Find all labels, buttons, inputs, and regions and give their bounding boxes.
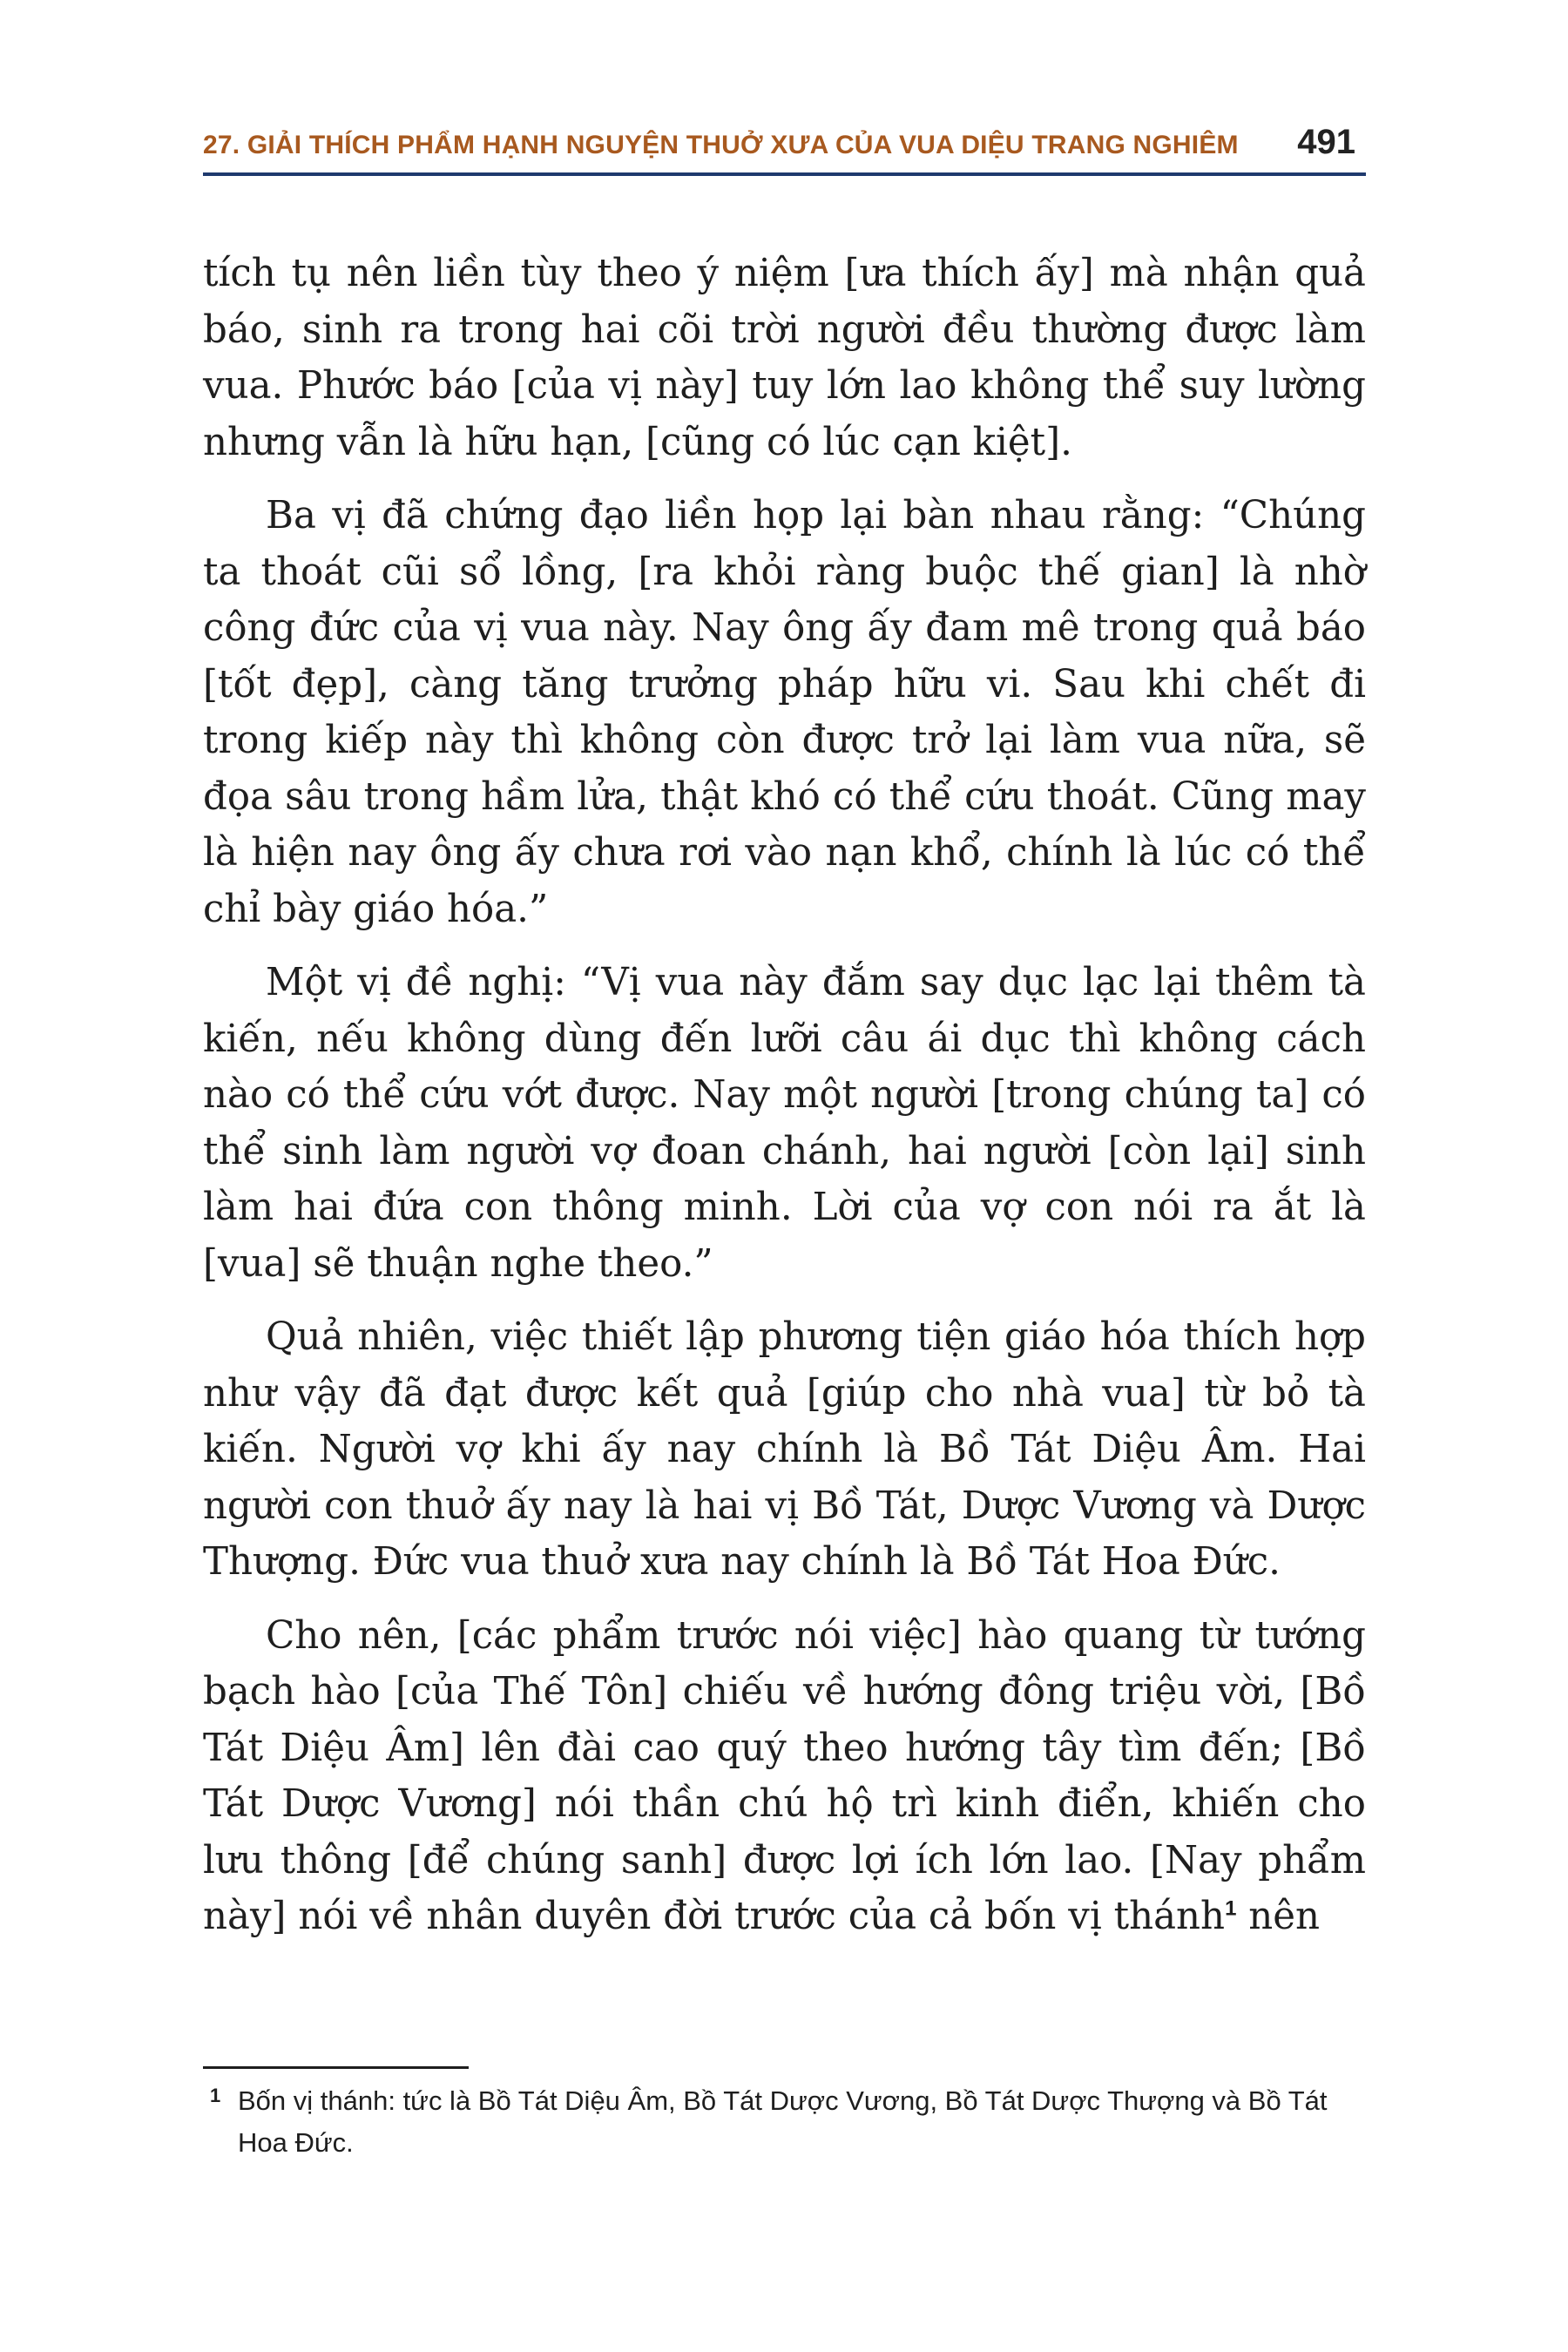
footnote-reference[interactable]: 1 [1225,1896,1237,1921]
paragraph-5-tail: nên [1236,1895,1321,1938]
header-divider [203,172,1366,176]
paragraph-4: Quả nhiên, việc thiết lập phương tiện giáo hóa thích hợp như vậy đã đạt được kết quả [giúp cho nhà vua] từ bỏ tà kiến. Người vợ khi ấy nay chính là Bồ Tát Diệu Âm. Hai người con thuở ấy nay là hai vị Bồ Tát, Dược Vương và Dược Thượng. Đức vua thuở xưa nay chính là Bồ Tát Hoa Đức. [203,1315,1366,1584]
chapter-title: 27. GIẢI THÍCH PHẨM HẠNH NGUYỆN THUỞ XƯA CỦA VUA DIỆU TRANG NGHIÊM [203,131,1239,159]
body-text [203,246,1366,1963]
paragraph-3: Một vị đề nghị: “Vị vua này đắm say dục lạc lại thêm tà kiến, nếu không dùng đến lưỡi câu ái dục thì không cách nào có thể cứu vớt được. Nay một người [trong chúng ta] có thể sinh làm người vợ đoan chánh, hai người [còn lại] sinh làm hai đứa con thông minh. Lời của vợ con nói ra ắt là [vua] sẽ thuận nghe theo.” [203,961,1366,1286]
paragraph-5 [203,1608,1366,1945]
paragraph-1: tích tụ nên liền tùy theo ý niệm [ưa thích ấy] mà nhận quả báo, sinh ra trong hai cõi trời người đều thường được làm vua. Phước báo [của vị này] tuy lớn lao không thể suy lường nhưng vẫn là hữu hạn, [cũng có lúc cạn kiệt]. [203,252,1366,464]
footnote-divider [203,2066,469,2069]
paragraph-2: Ba vị đã chứng đạo liền họp lại bàn nhau rằng: “Chúng ta thoát cũi sổ lồng, [ra khỏi ràng buộc thế gian] là nhờ công đức của vị vua này. Nay ông ấy đam mê trong quả báo [tốt đẹp], càng tăng trưởng pháp hữu vi. Sau khi chết đi trong kiếp này thì không còn được trở lại làm vua nữa, sẽ đọa sâu trong hầm lửa, thật khó có thể cứu thoát. Cũng may là hiện nay ông ấy chưa rơi vào nạn khổ, chính là lúc có thể chỉ bày giáo hóa.” [203,494,1366,931]
footnote-marker: 1 [210,2085,221,2106]
footnote [203,2080,1366,2164]
running-header [203,122,1366,166]
page-number: 491 [1297,123,1355,161]
footnote-text: Bốn vị thánh: tức là Bồ Tát Diệu Âm, Bồ Tát Dược Vương, Bồ Tát Dược Thượng và Bồ Tát Hoa Đức. [238,2085,1328,2158]
paragraph-5-text: Cho nên, [các phẩm trước nói việc] hào quang từ tướng bạch hào [của Thế Tôn] chiếu về hướng đông triệu vời, [Bồ Tát Diệu Âm] lên đài cao quý theo hướng tây tìm đến; [Bồ Tát Dược Vương] nói thần chú hộ trì kinh điển, khiến cho lưu thông [để chúng sanh] được lợi ích lớn lao. [Nay phẩm này] nói về nhân duyên đời trước của cả bốn vị thánh [203,1613,1366,1938]
